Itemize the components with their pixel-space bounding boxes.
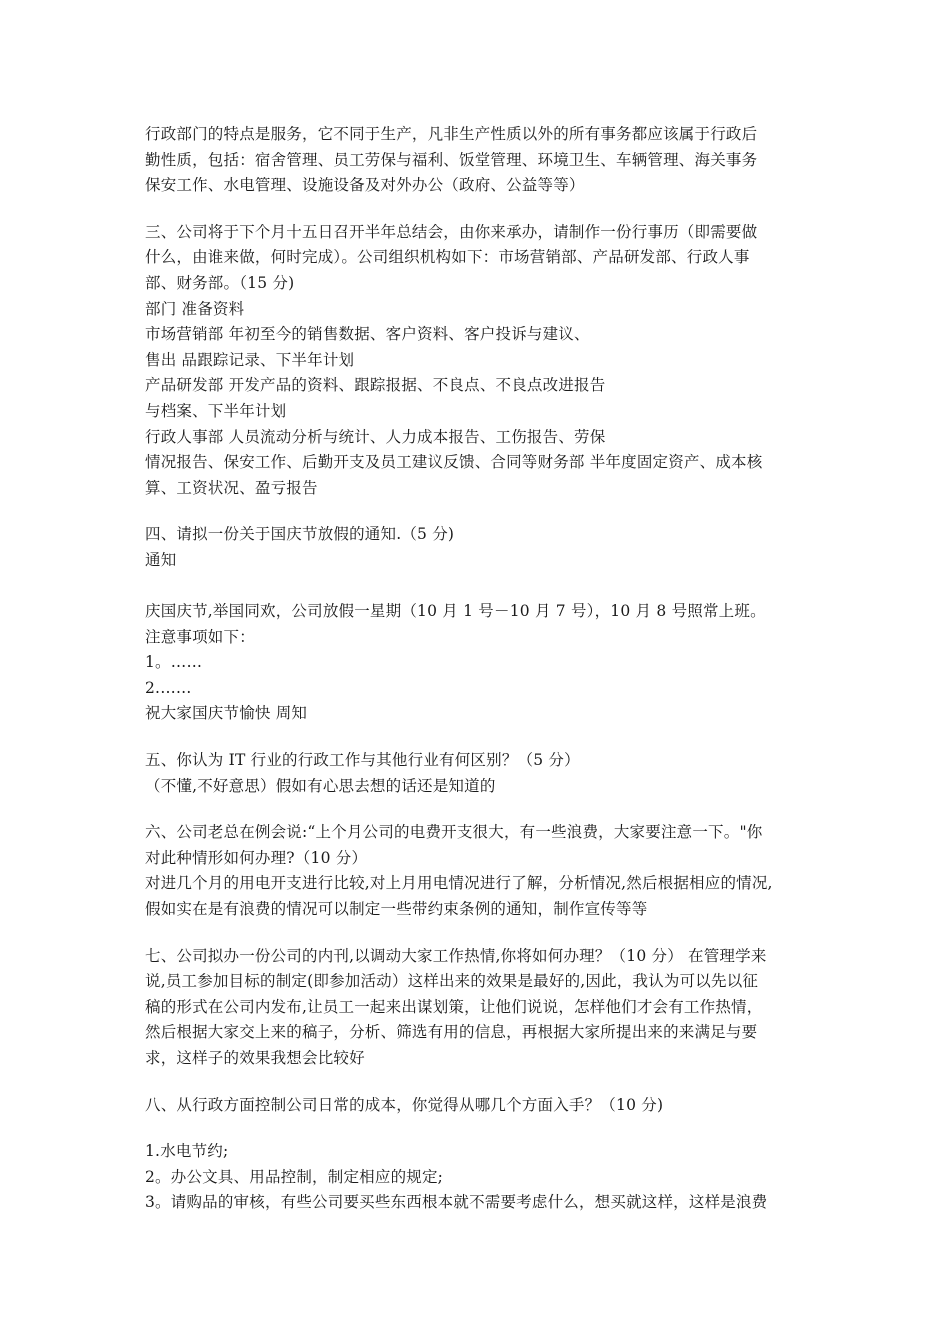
text-line: 与档案、下半年计划 xyxy=(145,401,287,420)
paragraph-gap xyxy=(145,799,825,820)
text-line: 售出 品跟踪记录、下半年计划 xyxy=(145,350,355,369)
text-line: 求，这样子的效果我想会比较好 xyxy=(145,1049,365,1067)
text-line: 祝大家国庆节愉快 周知 xyxy=(145,704,308,723)
notice-title: 通知 xyxy=(145,550,177,569)
paragraph-gap xyxy=(145,1118,825,1139)
text-line: （不懂,不好意思）假如有心思去想的话还是知道的 xyxy=(145,776,496,795)
list-item: 2。办公文具、用品控制，制定相应的规定; xyxy=(145,1167,444,1186)
question-heading: 五、你认为 IT 行业的行政工作与其他行业有何区别？（5 分） xyxy=(145,751,580,770)
text-line: 然后根据大家交上来的稿子，分析、筛选有用的信息，再根据大家所提出来的来满足与要 xyxy=(145,1023,758,1042)
paragraph-gap xyxy=(145,727,825,748)
text-line: 部门 准备资料 xyxy=(145,299,245,318)
section-question-5 xyxy=(145,748,825,799)
text-line: 行政部门的特点是服务，它不同于生产，凡非生产性质以外的所有事务都应该属于行政后 xyxy=(145,125,758,143)
text-line: 假如实在是有浪费的情况可以制定一些带约束条例的通知，制作宣传等等 xyxy=(145,900,648,919)
question-heading: 七、公司拟办一份公司的内刊,以调动大家工作热情,你将如何办理？（10 分） 在管理学来 xyxy=(145,946,767,965)
text-line: 保安工作、水电管理、设施设备及对外办公（政府、公益等等） xyxy=(145,176,585,195)
text-line: 部、财务部。（15 分) xyxy=(145,273,295,292)
text-line: 稿的形式在公司内发布,让员工一起来出谋划策，让他们说说，怎样他们才会有工作热情， xyxy=(145,997,763,1016)
section-question-3 xyxy=(145,220,825,502)
text-line: 注意事项如下： xyxy=(145,627,255,646)
text-line: 行政人事部 人员流动分析与统计、人力成本报告、工伤报告、劳保 xyxy=(145,427,606,446)
text-line: 1。…… xyxy=(145,653,203,672)
text-line: 情况报告、保安工作、后勤开支及员工建议反馈、合同等财务部 半年度固定资产、成本核 xyxy=(145,453,763,472)
paragraph-gap xyxy=(145,199,825,220)
text-line: 庆国庆节,举国同欢，公司放假一星期（10 月 1 号－10 月 7 号），10 月 8 号照常上班。 xyxy=(145,602,766,621)
text-line: 对此种情形如何办理?（10 分） xyxy=(145,848,368,867)
paragraph-gap xyxy=(145,1072,825,1093)
question-heading: 四、请拟一份关于国庆节放假的通知.（5 分) xyxy=(145,525,455,544)
section-question-7 xyxy=(145,944,825,1072)
section-question-8 xyxy=(145,1093,825,1119)
section-question-4 xyxy=(145,522,825,727)
text-line: 什么，由谁来做，何时完成）。公司组织机构如下：市场营销部、产品研发部、行政人事 xyxy=(145,248,750,267)
text-line: 说,员工参加目标的制定(即参加活动）这样出来的效果是最好的,因此，我认为可以先以征 xyxy=(145,972,759,991)
section-question-6 xyxy=(145,820,825,922)
section-admin-intro xyxy=(145,122,825,199)
question-heading: 六、公司老总在例会说:“上个月公司的电费开支很大，有一些浪费，大家要注意一下。"你 xyxy=(145,823,763,842)
text-line: 市场营销部 年初至今的销售数据、客户资料、客户投诉与建议、 xyxy=(145,325,590,344)
list-item: 1.水电节约; xyxy=(145,1142,229,1161)
text-line: 对进几个月的用电开支进行比较,对上月用电情况进行了解，分析情况,然后根据相应的情况, xyxy=(145,874,773,893)
paragraph-gap xyxy=(145,923,825,944)
section-question-8-answers xyxy=(145,1139,825,1216)
text-line: 2.…… xyxy=(145,678,192,697)
text-line: 算、工资状况、盈亏报告 xyxy=(145,478,318,497)
paragraph-gap xyxy=(145,501,825,522)
question-heading: 三、公司将于下个月十五日召开半年总结会，由你来承办，请制作一份行事历（即需要做 xyxy=(145,222,758,241)
text-line: 勤性质，包括：宿舍管理、员工劳保与福利、饭堂管理、环境卫生、车辆管理、海关事务 xyxy=(145,150,758,169)
document-page xyxy=(145,122,825,1216)
blank-line xyxy=(145,574,825,600)
list-item: 3。请购品的审核，有些公司要买些东西根本就不需要考虑什么，想买就这样，这样是浪费 xyxy=(145,1193,768,1212)
question-heading: 八、从行政方面控制公司日常的成本，你觉得从哪几个方面入手？（10 分) xyxy=(145,1095,664,1114)
text-line: 产品研发部 开发产品的资料、跟踪报据、不良点、不良点改进报告 xyxy=(145,376,606,395)
